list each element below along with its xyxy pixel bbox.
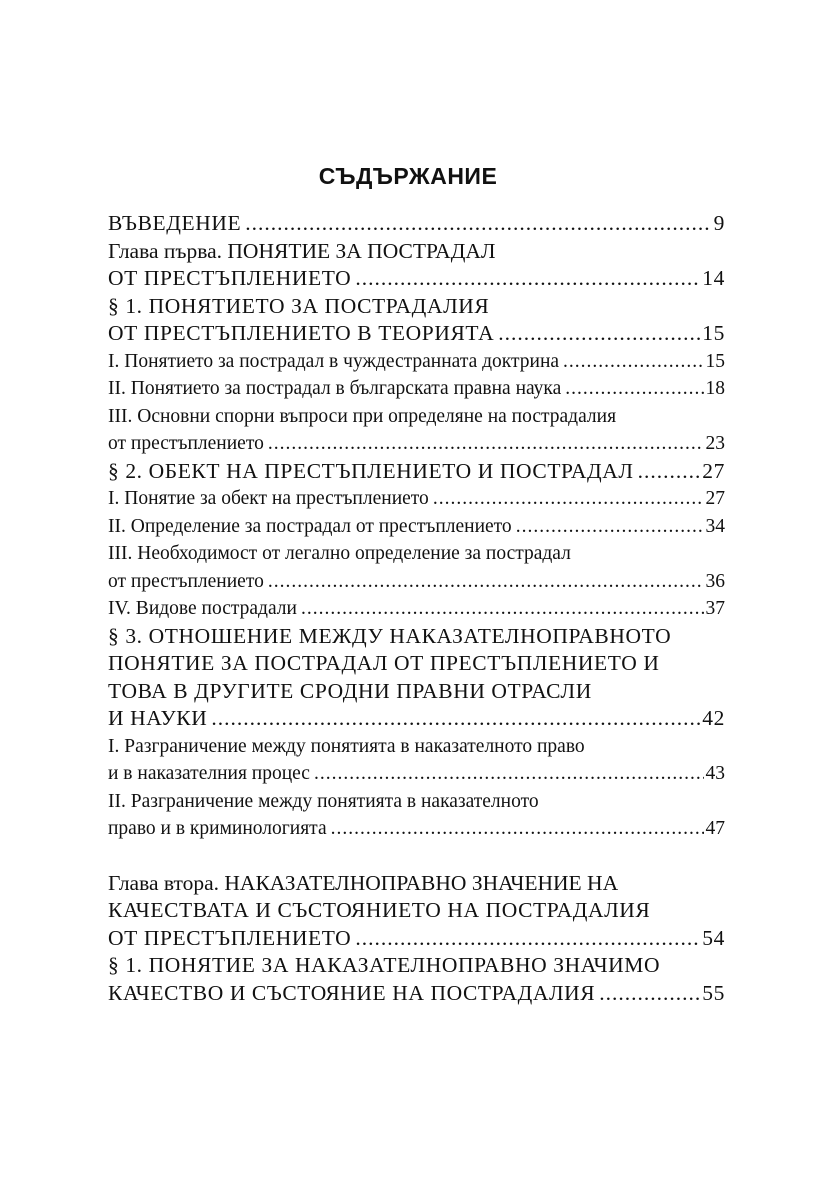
toc-line <box>108 320 725 348</box>
toc-entry-text: ОТ ПРЕСТЪПЛЕНИЕТО <box>108 925 352 950</box>
dot-leader <box>638 458 701 486</box>
toc-line <box>108 705 725 733</box>
toc-line <box>108 678 725 706</box>
dot-leader <box>331 815 704 843</box>
toc-entry-text: II. Понятието за пострадал в българската правна наука <box>108 378 562 399</box>
dot-leader <box>433 485 704 513</box>
toc-entry <box>108 293 725 348</box>
toc-entry-text: право и в криминологията <box>108 818 327 839</box>
toc-entry <box>108 595 725 623</box>
toc-line <box>108 293 725 321</box>
toc-line <box>108 458 725 486</box>
toc-line <box>108 623 725 651</box>
toc-line <box>108 980 725 1008</box>
toc-entry <box>108 788 725 843</box>
toc-entry-text: ОТ ПРЕСТЪПЛЕНИЕТО <box>108 266 352 290</box>
toc-entry-text: Глава първа. ПОНЯТИЕ ЗА ПОСТРАДАЛ <box>108 238 496 263</box>
toc-entry <box>108 870 725 953</box>
toc-entry <box>108 623 725 733</box>
toc-page-number: 18 <box>705 378 725 399</box>
toc-line <box>108 870 725 898</box>
toc-line <box>108 375 725 403</box>
toc-entry <box>108 403 725 458</box>
toc-entry-text: КАЧЕСТВАТА И СЪСТОЯНИЕТО НА ПОСТРАДАЛИЯ <box>108 898 651 922</box>
toc-line <box>108 238 725 266</box>
toc-line <box>108 925 725 953</box>
dot-leader <box>211 705 700 733</box>
toc-entry-text: IV. Видове пострадали <box>108 598 297 619</box>
toc-page-number: 36 <box>705 570 725 592</box>
dot-leader <box>355 265 700 293</box>
dot-leader <box>314 760 704 788</box>
toc-entry-text: ПОНЯТИЕ ЗА ПОСТРАДАЛ ОТ ПРЕСТЪПЛЕНИЕТО И <box>108 651 660 675</box>
toc-entry-text: I. Понятието за пострадал в чуждестранната доктрина <box>108 350 560 372</box>
toc-entry-text: ВЪВЕДЕНИЕ <box>108 211 242 235</box>
dot-leader <box>498 320 700 348</box>
toc-page-number: 9 <box>713 211 725 235</box>
toc-page-number: 47 <box>705 818 725 839</box>
toc-entry-text: II. Разграничение между понятията в наказателното <box>108 790 539 812</box>
page-title: СЪДЪРЖАНИЕ <box>318 163 498 189</box>
toc-line <box>108 540 725 568</box>
toc-line <box>108 568 725 596</box>
toc-entry <box>108 238 725 293</box>
section-spacer <box>108 843 725 870</box>
toc-line <box>108 265 725 293</box>
toc-entry-text: I. Понятие за обект на престъплението <box>108 488 429 509</box>
toc-page-number: 27 <box>705 488 725 509</box>
toc-entry <box>108 952 725 1007</box>
toc-page-number: 14 <box>702 266 725 290</box>
toc-line <box>108 430 725 458</box>
toc-page-number: 37 <box>705 598 725 619</box>
toc-page-number: 34 <box>705 515 725 537</box>
toc-line <box>108 733 725 761</box>
toc-entry-text: § 1. ПОНЯТИЕТО ЗА ПОСТРАДАЛИЯ <box>108 293 490 318</box>
toc-entry-text: ТОВА В ДРУГИТЕ СРОДНИ ПРАВНИ ОТРАСЛИ <box>108 678 592 703</box>
dot-leader <box>268 568 704 596</box>
toc-page-number: 27 <box>702 458 725 483</box>
toc-entry-text: от престъплението <box>108 433 264 454</box>
toc-entry-text: § 2. ОБЕКТ НА ПРЕСТЪПЛЕНИЕТО И ПОСТРАДАЛ <box>108 458 634 483</box>
toc-entry-text: § 3. ОТНОШЕНИЕ МЕЖДУ НАКАЗАТЕЛНОПРАВНОТО <box>108 623 672 648</box>
toc-entry-text: И НАУКИ <box>108 706 208 730</box>
toc-page-number: 55 <box>702 980 725 1005</box>
toc-line <box>108 348 725 376</box>
toc-entry <box>108 513 725 541</box>
dot-leader <box>599 980 700 1008</box>
toc-entry-text: и в наказателния процес <box>108 763 310 784</box>
toc-line <box>108 513 725 541</box>
toc-line <box>108 403 725 431</box>
dot-leader <box>268 430 704 458</box>
toc-entry <box>108 458 725 486</box>
toc-line <box>108 952 725 980</box>
toc-entry <box>108 485 725 513</box>
toc-entry-text: КАЧЕСТВО И СЪСТОЯНИЕ НА ПОСТРАДАЛИЯ <box>108 980 596 1005</box>
dot-leader <box>563 348 703 376</box>
toc-line <box>108 760 725 788</box>
toc-entry-text: III. Необходимост от легално определение за пострадал <box>108 543 571 564</box>
toc-line <box>108 815 725 843</box>
toc-page-number: 42 <box>702 706 725 730</box>
toc-line <box>108 595 725 623</box>
dot-leader <box>565 375 703 403</box>
toc-line <box>108 897 725 925</box>
toc-line <box>108 650 725 678</box>
dot-leader <box>301 595 704 623</box>
toc-page-number: 23 <box>705 433 725 454</box>
toc-page-number: 15 <box>702 321 725 345</box>
toc-page-number: 15 <box>705 350 725 372</box>
toc-line <box>108 788 725 816</box>
toc-entry-text: от престъплението <box>108 570 264 592</box>
dot-leader <box>516 513 704 541</box>
toc-entry <box>108 348 725 376</box>
dot-leader <box>355 925 700 953</box>
toc-entry <box>108 733 725 788</box>
toc-entry <box>108 375 725 403</box>
toc-line <box>108 485 725 513</box>
toc-entry-text: III. Основни спорни въпроси при определяне на пострадалия <box>108 405 617 427</box>
toc-entry-text: ОТ ПРЕСТЪПЛЕНИЕТО В ТЕОРИЯТА <box>108 321 495 345</box>
toc-entry-text: I. Разграничение между понятията в наказателното право <box>108 735 585 757</box>
toc-entry <box>108 210 725 238</box>
dot-leader <box>245 210 711 238</box>
toc-entry-text: Глава втора. НАКАЗАТЕЛНОПРАВНО ЗНАЧЕНИЕ НА <box>108 870 619 895</box>
toc-entry-text: § 1. ПОНЯТИЕ ЗА НАКАЗАТЕЛНОПРАВНО ЗНАЧИМО <box>108 953 661 977</box>
table-of-contents <box>108 210 725 1007</box>
toc-page-number: 43 <box>705 763 725 784</box>
toc-line <box>108 210 725 238</box>
toc-entry-text: II. Определение за пострадал от престъплението <box>108 515 512 537</box>
toc-entry <box>108 540 725 595</box>
toc-page-number: 54 <box>702 925 725 950</box>
